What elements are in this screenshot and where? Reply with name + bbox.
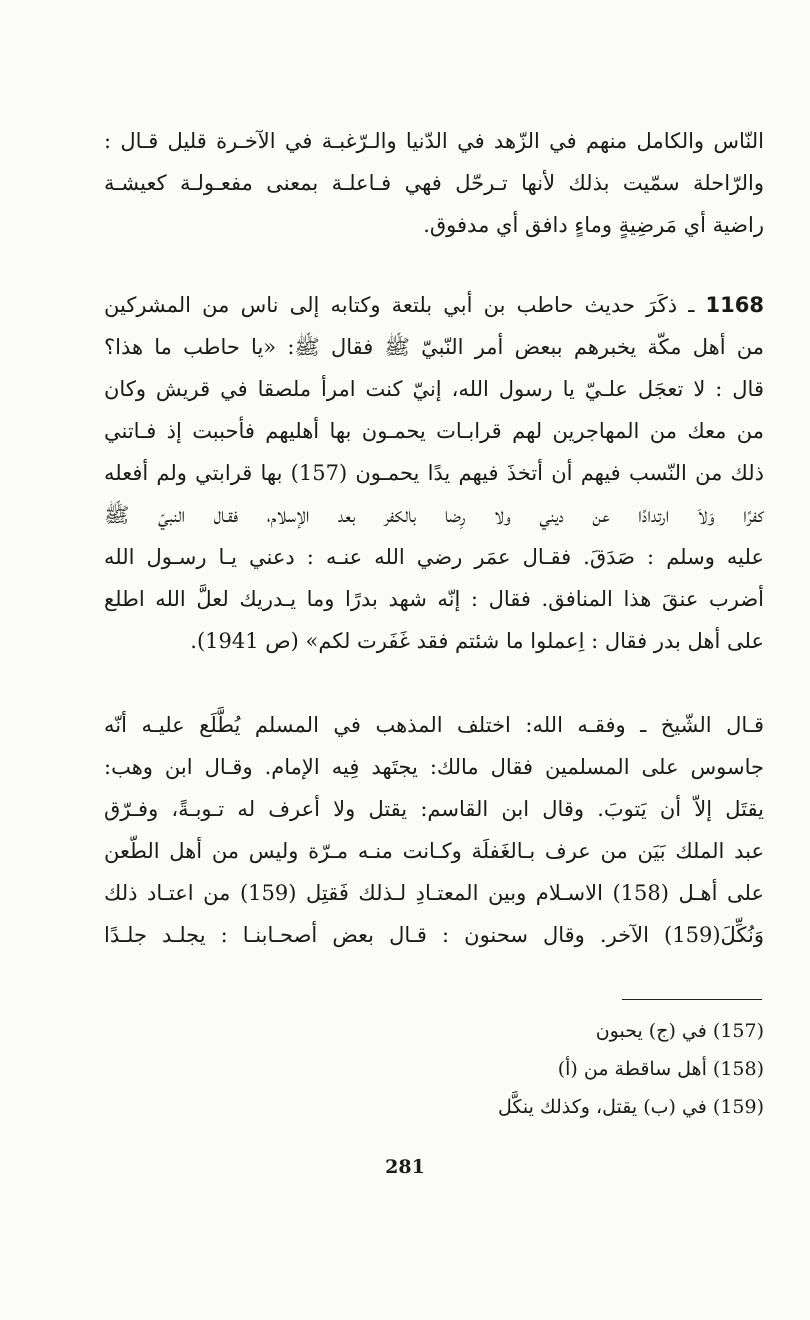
text-line: عليه وسلم : صَدَقَ. فقـال عمَر رضي الله عنـه : دعني يـا رسـول الله — [104, 545, 764, 569]
text-line: من أهل مكّة يخبرهم ببعض أمر النّبيّ ﷺ فقال ﷺ: «يا حاطب ما هذا؟ — [104, 335, 764, 359]
text-line: جاسوس على المسلمين فقال مالك: يجتَهد فِيه الإمام. وقـال ابن وهب: — [104, 755, 764, 779]
footnote-divider — [622, 999, 762, 1000]
footnote-157: (157) في (ج) يحبون — [595, 1020, 764, 1042]
text-line: قـال الشّيخ ـ وفقـه الله: اختلف المذهب في المسلم يُطَّلَع عليـه أنّه — [104, 713, 764, 737]
paragraph-3 — [104, 704, 764, 956]
footnote-158: (158) أهل ساقطة من (أ) — [557, 1058, 764, 1080]
text-line: كفرًا وَلاَ ارتدادًا عن ديني ولا رِضا بالكفر بعد الإسلام، فقـال النبيّ ﷺ — [104, 503, 764, 527]
text-line: أضرب عنقَ هذا المنافق. فقال : إنّه شهد بدرًا وما يـدريك لعلَّ الله اطلع — [104, 587, 764, 611]
text-line: من معك من المهاجرين لهم قرابـات يحمـون بها أهليهم فأحببت إذ فـاتني — [104, 419, 764, 443]
text-line: وَنُكِّلَ(159) الآخر. وقال سحنون : قـال بعض أصحـابنـا : يجلـد جلـدًا — [104, 923, 764, 947]
footnote-159: (159) في (ب) يقتل، وكذلك ينكَّل — [498, 1096, 764, 1118]
text-line: يقتَل إلاّ أن يَتوبَ. وقال ابن القاسم: يقتل ولا أعرف له تـوبـةً، وفـرّق — [104, 797, 764, 821]
text-line: على أهل بدر فقال : اِعملوا ما شئتم فقد غَفَرت لكم» (ص 1941). — [190, 629, 764, 653]
paragraph-2-hadith-1168 — [104, 284, 764, 662]
text-line: عبد الملك بَيَن من عرف بـالغَفلَة وكـانت منـه مـرّة وليس من أهل الطّعن — [104, 839, 764, 863]
text-line: قال : لا تعجَل علـيّ يا رسول الله، إنيّ كنت امرأ ملصقا في قريش وكان — [104, 377, 764, 401]
entry-number: 1168 — [705, 293, 764, 317]
text-line: راضية أي مَرضِيةٍ وماءٍ دافق أي مدفوق. — [423, 213, 764, 237]
text-line: النّاس والكامل منهم في الزّهد في الدّنيا والـرّغبـة في الآخـرة قليل قـال : — [104, 129, 764, 153]
footnotes — [360, 1012, 764, 1126]
text-line: ذلك من النّسب فيهم أن أتخذَ فيهم يدًا يحمـون (157) بها قرابتي ولم أفعله — [104, 461, 764, 485]
text-line: على أهـل (158) الاسـلام وبين المعتـادِ لـذلك فَقتِل (159) من اعتـاد ذلك — [104, 881, 764, 905]
page-number: 281 — [385, 1156, 425, 1178]
text-line-first — [104, 284, 764, 326]
text-line: والرّاحلة سمّيت بذلك لأنها تـرحّل فهي فـاعلـة بمعنى مفعـولـة كعيشـة — [104, 171, 764, 195]
paragraph-1 — [104, 120, 764, 246]
text-line-rest: ـ ذكَرَ حديث حاطب بن أبي بلتعة وكتابه إلى ناس من المشركين — [104, 293, 706, 317]
